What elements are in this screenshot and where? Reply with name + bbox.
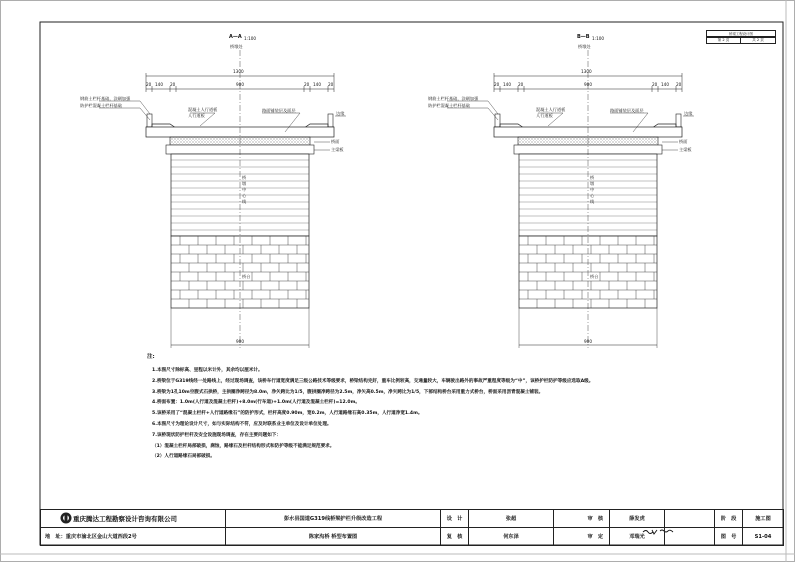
dim-20: 20 [518,82,524,87]
callout-girder: 主梁板 [331,147,344,152]
dim-140: 140 [661,82,669,87]
note-item: 4.桥面布置：1.0m(人行道及混凝土栏杆)+8.0m(行车道)+1.0m(人行道及混凝土栏杆)=12.0m。 [152,400,361,406]
view-left-subtitle: 桥墩处 [230,44,243,49]
dim-140: 140 [155,82,163,87]
callout-walk-2: 人行道板 [188,113,205,118]
dim-900: 900 [236,82,244,87]
note-item: 7.该桥现状防护栏杆及安全设施现场调查，存在主要问题如下： [152,432,281,438]
dim-20: 20 [652,82,658,87]
callout-edge: 边缘 [336,111,345,116]
dim-20: 20 [328,82,334,87]
dim-total: 1300 [581,69,592,74]
note-item: （2）人行道路缘石局部破损。 [152,454,215,460]
callout-walk: 混凝土人行道板 [188,107,218,112]
check-label: 复 核 [441,528,469,546]
view-right-subtitle: 桥墩处 [578,44,591,49]
stage-value: 施工图 [743,510,784,528]
dim-900: 900 [584,82,592,87]
sheet-page: 第 2 页 [706,36,741,44]
pier-label: 桥台 [590,274,599,279]
design-name: 张超 [469,510,554,528]
notes-title: 注: [147,354,155,360]
note-item: 3.桥梁为1孔10m空腹式石拱桥，主拱圈净跨径为8.0m，净矢跨比为1/5，腹拱圈净跨径为2.5m，净矢高0.5m，净矢跨比为1/5，下部结构桥台采用重力式桥台，桥面采用沥青混凝土铺装。 [152,389,544,395]
dim-140: 140 [503,82,511,87]
dim-140: 140 [313,82,321,87]
view-right-title: B—B [577,34,590,40]
note-item: （1）混凝土栏杆局部破损，腐蚀，路缘石及栏杆结构形式和防护等级不能满足规范要求。 [152,443,335,449]
callout-deck: 桥面 [679,139,688,144]
centerline-label: 桥 墩 中 心 线 [590,175,595,204]
callout-rail: 钢筋土栏杆基础，涂刷加强 [80,96,131,101]
note-item: 5.该桥采用了“混凝土栏杆+人行道路缘石”的防护形式，栏杆高度0.90m，宽0.2m，人行道路缘石高0.35m，人行道净宽1.4m。 [152,411,423,417]
dim-20: 20 [146,82,152,87]
drawing-no: S1-04 [743,528,784,546]
review-name: 薛发虎 [610,510,665,528]
drawing-title: 陈家沟桥 桥型布置图 [226,528,441,546]
notes-list [152,369,752,466]
note-item: 6.本图尺寸为理论设计尺寸，如与实际结构不符，应及时联系业主单位及设计单位处理。 [152,421,332,427]
title-block [40,509,784,546]
company-name: 重庆腾达工程勘察设计咨询有限公司 [41,510,226,528]
view-right-scale: 1:100 [592,36,605,41]
sheet-index-box [706,30,774,43]
approve-label: 审 定 [582,528,610,546]
drawing-no-label: 图 号 [715,528,743,546]
pier-label: 桥台 [242,274,251,279]
dim-20: 20 [494,82,500,87]
callout-walk: 混凝土人行道板 [536,107,566,112]
sheet-caption: 桥梁工程设计图 [706,30,776,38]
dim-bottom: 900 [236,339,244,344]
design-label: 设 计 [441,510,469,528]
note-item: 1.本图尺寸除标高、里程以米计外，其余均以厘米计。 [152,368,263,373]
stage-label: 阶 段 [715,510,743,528]
centerline-label: 桥 墩 中 心 线 [242,175,247,204]
callout-rail: 钢筋土栏杆基础，涂刷加强 [428,96,479,101]
callout-pave: 路面铺装层及面层 [610,108,644,113]
callout-girder: 主梁板 [679,147,692,152]
callout-deck: 桥面 [331,139,340,144]
project-name: 彭水县国道G319线桥梁护栏升级改造工程 [226,510,441,528]
review-label: 审 核 [582,510,610,528]
callout-edge: 边缘 [684,111,693,116]
callout-pave: 路面铺装层及面层 [262,108,296,113]
view-left-scale: 1:100 [244,36,257,41]
callout-rail-2: 防护栏混凝土栏杆基础 [428,103,470,108]
dim-20: 20 [170,82,176,87]
note-item: 2.桥梁位于G319线经一处路线上，经过现场调查，该桥车行道宽度满足三级公路技术等级要求，桥梁结构完好，重车比例较高，交通量较大，车辆驶出路外的事故严重程度等级为“中”，该桥护栏防护等级应选取A级。 [152,378,594,384]
sheet-total: 共 2 页 [740,36,776,44]
company-address: 地 址：重庆市渝北区金山大道西段2号 [41,528,226,546]
approve-name: 邓瑞光 [610,528,665,546]
check-name: 何东泽 [469,528,554,546]
callout-rail-2: 防护栏混凝土栏杆基础 [80,103,122,108]
dim-total: 1300 [233,69,244,74]
dim-20: 20 [304,82,310,87]
callout-walk-2: 人行道板 [536,113,553,118]
view-left-title: A—A [229,34,242,40]
dim-20: 20 [676,82,682,87]
dim-bottom: 900 [584,339,592,344]
